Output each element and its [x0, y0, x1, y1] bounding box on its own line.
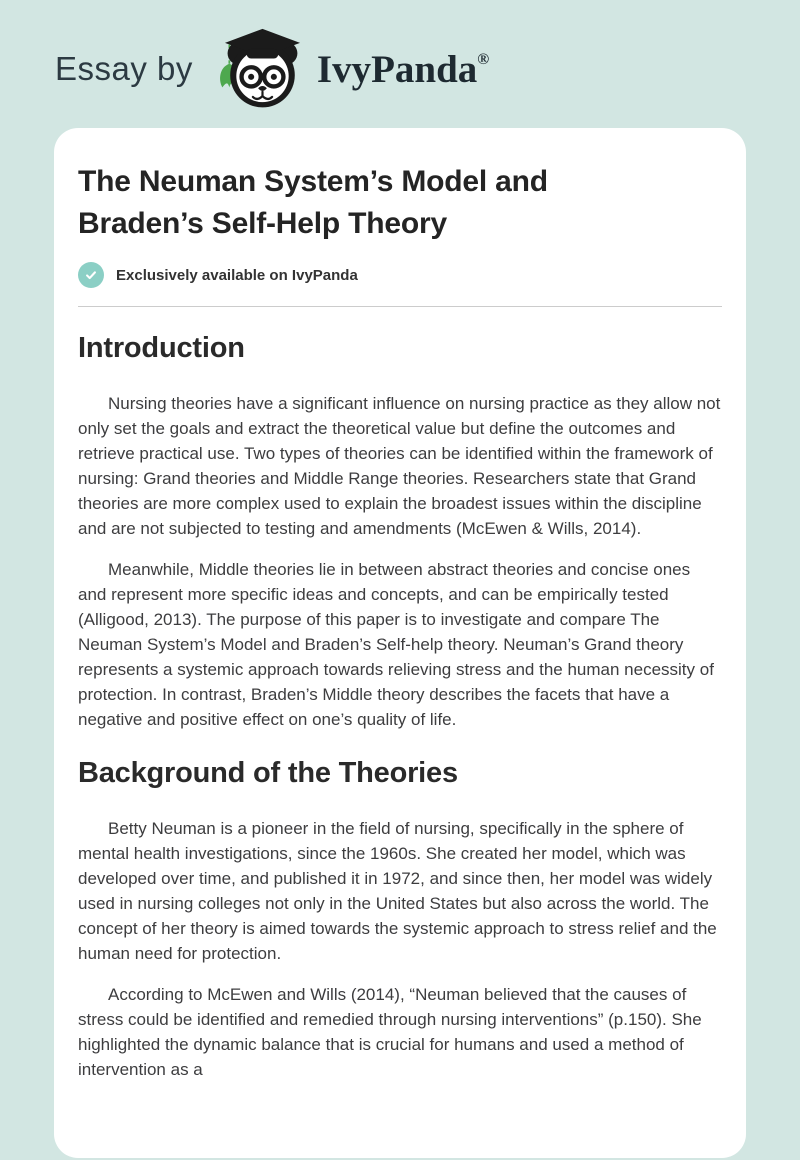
paragraph: Betty Neuman is a pioneer in the field of nursing, specifically in the sphere of mental health investigations, since the 1960s. She created her model, which was developed over time, and published it in 1972, and since then, her model was widely used in nursing colleges not only in the United States but also across the world. The concept of her theory is aimed towards the systemic approach to stress relief and the human need for protection. — [78, 819, 717, 963]
section-heading-introduction: Introduction — [78, 332, 245, 364]
essay-by-label: Essay by — [55, 50, 193, 87]
divider — [78, 306, 722, 307]
brand-text: IvyPanda — [316, 47, 478, 91]
site-header — [0, 0, 800, 112]
essay-title: The Neuman System’s Model and Braden’s Self-Help Theory — [78, 165, 548, 240]
check-icon — [78, 262, 104, 288]
essay-card — [54, 128, 746, 1158]
paragraph: Nursing theories have a significant influence on nursing practice as they allow not only set the goals and extract the theoretical value but define the outcomes and retrieve practical use. Two types of theories can be identified within the framework of nursing: Grand theories and Middle Range theories. Researchers state that Grand theories are more complex used to explain the broadest issues within the discipline and are not subjected to testing and amendments (McEwen & Wills, 2014). — [78, 394, 721, 538]
exclusive-badge — [78, 262, 722, 288]
brand-name — [316, 47, 490, 91]
paragraph: According to McEwen and Wills (2014), “Neuman believed that the causes of stress could be identified and remedied through nursing interventions” (p.150). She highlighted the dynamic balance that is crucial for humans and used a method of intervention as a — [78, 985, 702, 1079]
ivypanda-panda-logo-icon — [211, 26, 307, 112]
section-heading-background: Background of the Theories — [78, 757, 458, 789]
paragraph: Meanwhile, Middle theories lie in between abstract theories and concise ones and represent more specific ideas and concepts, and can be empirically tested (Alligood, 2013). The purpose of this paper is to investigate and compare The Neuman System’s Model and Braden’s Self-help theory. Neuman’s Grand theory represents a systemic approach towards relieving stress and the human necessity of protection. In contrast, Braden’s Middle theory describes the facets that have a negative and positive effect on one’s quality of life. — [78, 560, 714, 729]
registered-trademark: ® — [477, 50, 490, 68]
exclusive-badge-label: Exclusively available on IvyPanda — [116, 266, 358, 284]
